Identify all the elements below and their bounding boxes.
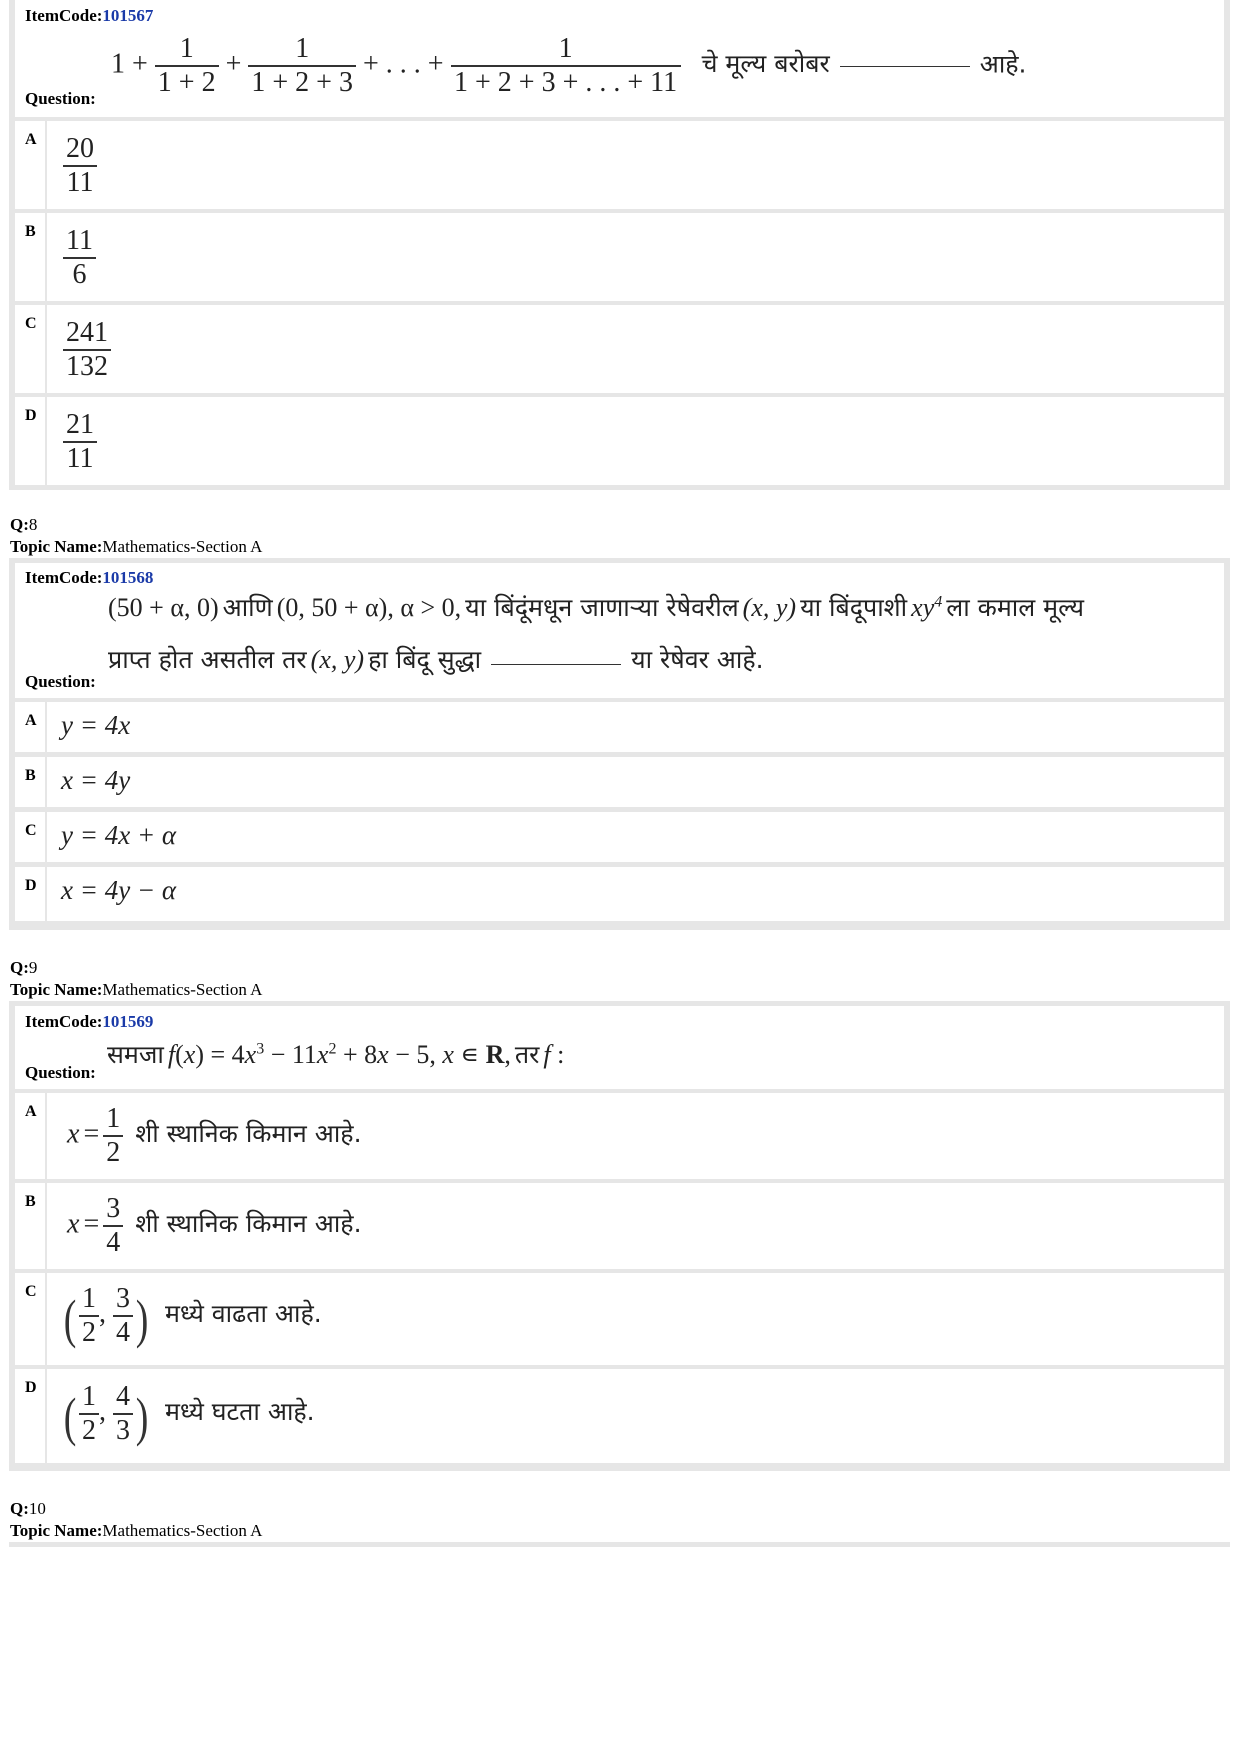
option-text: x = 4y − α — [61, 875, 177, 905]
option-letter: A — [25, 131, 37, 148]
option-letter: A — [25, 712, 37, 729]
option-letter: B — [25, 767, 36, 784]
option-row-b[interactable] — [15, 757, 1224, 807]
question-text-end: आहे. — [979, 49, 1027, 79]
topic-name-q8: Topic Name:Mathematics-Section A — [10, 537, 263, 556]
option-numerator: 21 — [66, 409, 94, 440]
option-text: शी स्थानिक किमान आहे. — [135, 1209, 362, 1239]
option-text: y = 4x — [61, 710, 131, 740]
question-label: Question: — [25, 672, 96, 691]
topic-name-q10: Topic Name:Mathematics-Section A — [10, 1521, 263, 1540]
option-text: मध्ये घटता आहे. — [164, 1397, 315, 1427]
option-letter: D — [25, 877, 37, 894]
item-code-value: 101569 — [102, 1012, 154, 1031]
topic-name-q9: Topic Name:Mathematics-Section A — [10, 980, 263, 999]
option-row-a[interactable] — [15, 702, 1224, 752]
question-number-q10: Q:10 — [10, 1499, 46, 1518]
option-text: शी स्थानिक किमान आहे. — [135, 1119, 362, 1149]
question-row — [15, 27, 1224, 117]
question-text: चे मूल्य बरोबर — [701, 49, 830, 79]
option-row-a[interactable] — [15, 121, 1224, 209]
option-row-d[interactable] — [15, 397, 1224, 485]
option-denominator: 132 — [66, 350, 108, 382]
question-expression: 1 + $\frac{1}{1 + 2}$ + $\frac{1}{1 + 2 + 3}$ + . . . + $\frac{1}{1 + 2 + 3 + . . . + 11}$ चे मूल्य बरोबर आहे. — [111, 33, 1027, 98]
option-letter: C — [25, 1283, 37, 1300]
question-block-q7 — [9, 0, 1230, 490]
option-text: x = 4y — [61, 765, 131, 795]
item-code-value: 101568 — [102, 568, 154, 587]
item-code-label: ItemCode: — [25, 6, 103, 25]
question-line-1: (50 + α, 0) आणि (0, 50 + α), α > 0, या बिंदूंमधून जाणाऱ्या रेषेवरील (x, y) या बिंदूपाशी $xy^4$ ला कमाल मूल्य — [108, 593, 1085, 622]
option-text: y = 4x + α — [61, 820, 177, 850]
question-block-q8 — [9, 558, 1230, 930]
option-letter: A — [25, 1103, 37, 1120]
question-label: Question: — [25, 1063, 96, 1082]
question-number-q9: Q:9 — [10, 958, 38, 977]
option-row-c[interactable] — [15, 812, 1224, 862]
option-row-d[interactable] — [15, 867, 1224, 921]
option-text: मध्ये वाढता आहे. — [164, 1299, 322, 1329]
question-line-2: प्राप्त होत असतील तर (x, y) हा बिंदू सुद्धा या रेषेवर आहे. — [108, 645, 764, 674]
option-letter: B — [25, 223, 36, 240]
item-code-row — [15, 0, 1224, 27]
option-row-b[interactable] — [15, 213, 1224, 301]
item-code-label: ItemCode: — [25, 568, 103, 587]
answer-blank — [491, 663, 621, 665]
option-row-a[interactable]: A x = $\frac{1}{2}$ शी स्थानिक किमान आहे. — [15, 1093, 1224, 1179]
option-letter: D — [25, 407, 37, 424]
option-numerator: 20 — [66, 133, 94, 164]
question-row — [15, 1033, 1224, 1089]
item-code-row — [15, 563, 1224, 588]
question-block-q9 — [9, 1001, 1230, 1471]
answer-blank — [840, 65, 970, 67]
option-denominator: 11 — [66, 166, 94, 198]
option-letter: D — [25, 1379, 37, 1396]
question-label: Question: — [25, 89, 96, 108]
divider — [9, 1542, 1230, 1547]
option-denominator: 6 — [72, 258, 87, 290]
option-letter: B — [25, 1193, 36, 1210]
option-row-c[interactable]: C ( $\frac{1}{2}$ , $\frac{3}{4}$ ) मध्ये वाढता आहे. — [15, 1273, 1224, 1365]
option-row-b[interactable]: B x = $\frac{3}{4}$ शी स्थानिक किमान आहे. — [15, 1183, 1224, 1269]
option-letter: C — [25, 315, 37, 332]
option-row-d[interactable]: D ( $\frac{1}{2}$ , $\frac{4}{3}$ ) मध्ये घटता आहे. — [15, 1369, 1224, 1463]
item-code-row — [15, 1006, 1224, 1033]
item-code-value: 101567 — [102, 6, 154, 25]
option-denominator: 11 — [66, 442, 94, 474]
question-line: समजा $f(x) = 4x^3 - 11x^2 + 8x - 5$, x ∊ R, तर f : — [107, 1040, 565, 1069]
question-row — [15, 588, 1224, 698]
option-numerator: 11 — [66, 225, 93, 256]
option-row-c[interactable] — [15, 305, 1224, 393]
question-number-q8: Q:8 — [10, 515, 38, 534]
option-letter: C — [25, 822, 37, 839]
item-code-label: ItemCode: — [25, 1012, 103, 1031]
option-numerator: 241 — [66, 317, 108, 348]
